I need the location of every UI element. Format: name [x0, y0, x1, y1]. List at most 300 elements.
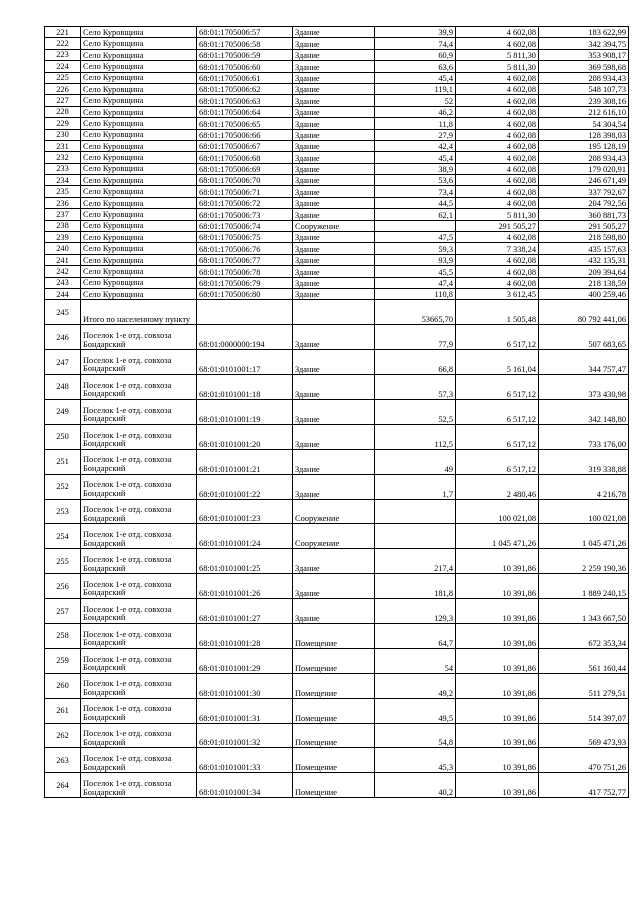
cadastral-number-cell: 68:01:0101001:20 [197, 424, 293, 449]
cadastral-value-cell: 342 148,80 [539, 399, 629, 424]
row-number-cell: 263 [45, 748, 81, 773]
settlement-cell: Итого по населенному пункту [81, 300, 197, 325]
specific-value-cell: 4 602,08 [456, 72, 539, 83]
settlement-cell: Село Куровщина [81, 61, 197, 72]
object-type-cell: Здание [293, 288, 375, 299]
cadastral-value-cell: 507 683,65 [539, 325, 629, 350]
specific-value-cell: 10 391,86 [456, 748, 539, 773]
object-type-cell: Здание [293, 83, 375, 94]
settlement-cell: Село Куровщина [81, 118, 197, 129]
cadastral-number-cell: 68:01:1705006:76 [197, 243, 293, 254]
object-type-cell: Здание [293, 424, 375, 449]
cadastral-number-cell: 68:01:0000000:194 [197, 325, 293, 350]
object-type-cell: Сооружение [293, 524, 375, 549]
cadastral-value-cell: 435 157,63 [539, 243, 629, 254]
object-type-cell: Здание [293, 129, 375, 140]
cadastral-value-cell: 337 792,67 [539, 186, 629, 197]
table-row [45, 399, 629, 424]
area-cell: 47,4 [375, 277, 456, 288]
area-cell: 42,4 [375, 140, 456, 151]
cadastral-number-cell: 68:01:1705006:63 [197, 95, 293, 106]
cadastral-number-cell: 68:01:1705006:66 [197, 129, 293, 140]
settlement-cell: Село Куровщина [81, 232, 197, 243]
object-type-cell: Здание [293, 140, 375, 151]
specific-value-cell: 10 391,86 [456, 549, 539, 574]
cadastral-value-cell: 344 757,47 [539, 350, 629, 375]
cadastral-number-cell: 68:01:0101001:34 [197, 773, 293, 798]
area-cell: 39,9 [375, 27, 456, 38]
table-row [45, 599, 629, 624]
table-row [45, 300, 629, 325]
table-row [45, 49, 629, 60]
area-cell: 45,3 [375, 748, 456, 773]
cadastral-value-cell: 561 160,44 [539, 648, 629, 673]
cadastral-number-cell: 68:01:0101001:32 [197, 723, 293, 748]
settlement-cell: Село Куровщина [81, 288, 197, 299]
cadastral-value-cell: 400 259,46 [539, 288, 629, 299]
cadastral-value-cell: 80 792 441,06 [539, 300, 629, 325]
table-row [45, 186, 629, 197]
cadastral-number-cell: 68:01:1705006:57 [197, 27, 293, 38]
object-type-cell [293, 300, 375, 325]
area-cell: 129,3 [375, 599, 456, 624]
row-number-cell: 264 [45, 773, 81, 798]
cadastral-value-cell: 514 397,07 [539, 698, 629, 723]
settlement-cell: Поселок 1-е отд. совхоза Бондарский [81, 375, 197, 400]
settlement-cell: Поселок 1-е отд. совхоза Бондарский [81, 574, 197, 599]
table-row [45, 375, 629, 400]
settlement-cell: Поселок 1-е отд. совхоза Бондарский [81, 673, 197, 698]
specific-value-cell: 4 602,08 [456, 118, 539, 129]
cadastral-value-cell: 672 353,34 [539, 623, 629, 648]
cadastral-number-cell: 68:01:1705006:69 [197, 163, 293, 174]
cadastral-value-cell: 373 430,98 [539, 375, 629, 400]
object-type-cell: Здание [293, 243, 375, 254]
object-type-cell: Здание [293, 449, 375, 474]
cadastral-number-cell: 68:01:0101001:29 [197, 648, 293, 673]
cadastral-value-cell: 342 394,75 [539, 38, 629, 49]
table-row [45, 61, 629, 72]
settlement-cell: Поселок 1-е отд. совхоза Бондарский [81, 325, 197, 350]
table-row [45, 266, 629, 277]
object-type-cell: Помещение [293, 673, 375, 698]
settlement-cell: Село Куровщина [81, 72, 197, 83]
settlement-cell: Поселок 1-е отд. совхоза Бондарский [81, 499, 197, 524]
cadastral-number-cell: 68:01:1705006:77 [197, 254, 293, 265]
object-type-cell: Здание [293, 574, 375, 599]
specific-value-cell: 10 391,86 [456, 623, 539, 648]
row-number-cell: 246 [45, 325, 81, 350]
cadastral-value-cell: 417 752,77 [539, 773, 629, 798]
object-type-cell: Здание [293, 325, 375, 350]
settlement-cell: Село Куровщина [81, 277, 197, 288]
table-row [45, 209, 629, 220]
cadastral-number-cell: 68:01:0101001:18 [197, 375, 293, 400]
cadastral-number-cell: 68:01:0101001:23 [197, 499, 293, 524]
table-row [45, 424, 629, 449]
settlement-cell: Село Куровщина [81, 95, 197, 106]
object-type-cell: Помещение [293, 698, 375, 723]
table-row [45, 499, 629, 524]
area-cell: 73,4 [375, 186, 456, 197]
settlement-cell: Поселок 1-е отд. совхоза Бондарский [81, 524, 197, 549]
cadastral-number-cell: 68:01:1705006:65 [197, 118, 293, 129]
area-cell: 93,9 [375, 254, 456, 265]
settlement-cell: Село Куровщина [81, 266, 197, 277]
row-number-cell: 252 [45, 474, 81, 499]
table-row [45, 648, 629, 673]
table-row [45, 152, 629, 163]
settlement-cell: Поселок 1-е отд. совхоза Бондарский [81, 449, 197, 474]
settlement-cell: Поселок 1-е отд. совхоза Бондарский [81, 599, 197, 624]
table-row [45, 129, 629, 140]
object-type-cell: Сооружение [293, 220, 375, 231]
specific-value-cell: 4 602,08 [456, 186, 539, 197]
object-type-cell: Помещение [293, 648, 375, 673]
object-type-cell: Здание [293, 549, 375, 574]
cadastral-value-cell: 209 394,64 [539, 266, 629, 277]
row-number-cell: 239 [45, 232, 81, 243]
row-number-cell: 249 [45, 399, 81, 424]
object-type-cell: Здание [293, 350, 375, 375]
row-number-cell: 241 [45, 254, 81, 265]
cadastral-number-cell: 68:01:1705006:67 [197, 140, 293, 151]
object-type-cell: Здание [293, 375, 375, 400]
cadastral-number-cell: 68:01:1705006:60 [197, 61, 293, 72]
cadastral-value-cell: 1 045 471,26 [539, 524, 629, 549]
specific-value-cell: 1 505,48 [456, 300, 539, 325]
cadastral-number-cell: 68:01:1705006:68 [197, 152, 293, 163]
row-number-cell: 236 [45, 197, 81, 208]
area-cell: 59,3 [375, 243, 456, 254]
cadastral-value-cell: 204 792,56 [539, 197, 629, 208]
object-type-cell: Здание [293, 399, 375, 424]
settlement-cell: Поселок 1-е отд. совхоза Бондарский [81, 399, 197, 424]
cadastral-number-cell: 68:01:0101001:27 [197, 599, 293, 624]
table-row [45, 350, 629, 375]
specific-value-cell: 4 602,08 [456, 95, 539, 106]
object-type-cell: Здание [293, 163, 375, 174]
specific-value-cell: 5 811,30 [456, 209, 539, 220]
settlement-cell: Поселок 1-е отд. совхоза Бондарский [81, 698, 197, 723]
specific-value-cell: 4 602,08 [456, 38, 539, 49]
cadastral-number-cell: 68:01:0101001:25 [197, 549, 293, 574]
cadastral-number-cell: 68:01:1705006:61 [197, 72, 293, 83]
settlement-cell: Село Куровщина [81, 254, 197, 265]
table-row [45, 72, 629, 83]
specific-value-cell: 5 161,04 [456, 350, 539, 375]
cadastral-value-cell: 128 398,03 [539, 129, 629, 140]
row-number-cell: 245 [45, 300, 81, 325]
row-number-cell: 240 [45, 243, 81, 254]
area-cell: 62,1 [375, 209, 456, 220]
settlement-cell: Поселок 1-е отд. совхоза Бондарский [81, 623, 197, 648]
object-type-cell: Помещение [293, 748, 375, 773]
object-type-cell: Здание [293, 266, 375, 277]
area-cell: 181,8 [375, 574, 456, 599]
table-row [45, 277, 629, 288]
row-number-cell: 234 [45, 175, 81, 186]
settlement-cell: Село Куровщина [81, 175, 197, 186]
row-number-cell: 253 [45, 499, 81, 524]
settlement-cell: Село Куровщина [81, 197, 197, 208]
cadastral-number-cell: 68:01:1705006:72 [197, 197, 293, 208]
cadastral-number-cell: 68:01:0101001:30 [197, 673, 293, 698]
specific-value-cell: 7 338,24 [456, 243, 539, 254]
cadastral-value-cell: 246 671,49 [539, 175, 629, 186]
row-number-cell: 244 [45, 288, 81, 299]
area-cell: 119,1 [375, 83, 456, 94]
table-row [45, 325, 629, 350]
object-type-cell: Здание [293, 175, 375, 186]
specific-value-cell: 1 045 471,26 [456, 524, 539, 549]
cadastral-number-cell: 68:01:1705006:59 [197, 49, 293, 60]
area-cell: 45,4 [375, 152, 456, 163]
area-cell: 64,7 [375, 623, 456, 648]
specific-value-cell: 10 391,86 [456, 673, 539, 698]
specific-value-cell: 4 602,08 [456, 232, 539, 243]
object-type-cell: Здание [293, 72, 375, 83]
table-row [45, 773, 629, 798]
table-row [45, 232, 629, 243]
cadastral-number-cell: 68:01:1705006:58 [197, 38, 293, 49]
cadastral-value-cell: 291 505,27 [539, 220, 629, 231]
cadastral-value-cell: 1 343 667,50 [539, 599, 629, 624]
cadastral-number-cell: 68:01:1705006:75 [197, 232, 293, 243]
settlement-cell: Село Куровщина [81, 152, 197, 163]
specific-value-cell: 10 391,86 [456, 574, 539, 599]
cadastral-value-cell: 195 128,19 [539, 140, 629, 151]
settlement-cell: Поселок 1-е отд. совхоза Бондарский [81, 648, 197, 673]
area-cell: 57,3 [375, 375, 456, 400]
row-number-cell: 230 [45, 129, 81, 140]
cadastral-value-cell: 2 259 190,36 [539, 549, 629, 574]
row-number-cell: 228 [45, 106, 81, 117]
specific-value-cell: 5 811,30 [456, 49, 539, 60]
specific-value-cell: 6 517,12 [456, 449, 539, 474]
cadastral-value-cell: 218 138,59 [539, 277, 629, 288]
specific-value-cell: 6 517,12 [456, 375, 539, 400]
table-row [45, 524, 629, 549]
table-row [45, 163, 629, 174]
object-type-cell: Здание [293, 277, 375, 288]
area-cell: 49,5 [375, 698, 456, 723]
specific-value-cell: 4 602,08 [456, 277, 539, 288]
area-cell: 53665,70 [375, 300, 456, 325]
table-body [45, 27, 629, 798]
table-row [45, 623, 629, 648]
row-number-cell: 221 [45, 27, 81, 38]
settlement-cell: Село Куровщина [81, 49, 197, 60]
settlement-cell: Село Куровщина [81, 243, 197, 254]
settlement-cell: Село Куровщина [81, 186, 197, 197]
row-number-cell: 256 [45, 574, 81, 599]
area-cell: 60,9 [375, 49, 456, 60]
settlement-cell: Село Куровщина [81, 209, 197, 220]
area-cell: 46,2 [375, 106, 456, 117]
row-number-cell: 237 [45, 209, 81, 220]
area-cell: 63,6 [375, 61, 456, 72]
area-cell: 38,9 [375, 163, 456, 174]
settlement-cell: Поселок 1-е отд. совхоза Бондарский [81, 748, 197, 773]
settlement-cell: Село Куровщина [81, 106, 197, 117]
row-number-cell: 258 [45, 623, 81, 648]
area-cell: 77,9 [375, 325, 456, 350]
area-cell: 49 [375, 449, 456, 474]
row-number-cell: 250 [45, 424, 81, 449]
row-number-cell: 238 [45, 220, 81, 231]
cadastral-number-cell: 68:01:1705006:78 [197, 266, 293, 277]
specific-value-cell: 4 602,08 [456, 152, 539, 163]
object-type-cell: Здание [293, 209, 375, 220]
table-row [45, 243, 629, 254]
cadastral-number-cell: 68:01:1705006:73 [197, 209, 293, 220]
cadastral-value-cell: 208 934,43 [539, 152, 629, 163]
settlement-cell: Село Куровщина [81, 220, 197, 231]
object-type-cell: Здание [293, 38, 375, 49]
specific-value-cell: 3 612,45 [456, 288, 539, 299]
table-row [45, 175, 629, 186]
settlement-cell: Поселок 1-е отд. совхоза Бондарский [81, 424, 197, 449]
cadastral-number-cell: 68:01:1705006:79 [197, 277, 293, 288]
object-type-cell: Здание [293, 152, 375, 163]
specific-value-cell: 291 505,27 [456, 220, 539, 231]
row-number-cell: 229 [45, 118, 81, 129]
table-row [45, 748, 629, 773]
table-row [45, 197, 629, 208]
cadastral-value-cell: 569 473,93 [539, 723, 629, 748]
object-type-cell: Здание [293, 49, 375, 60]
area-cell [375, 499, 456, 524]
specific-value-cell: 4 602,08 [456, 163, 539, 174]
area-cell: 45,5 [375, 266, 456, 277]
specific-value-cell: 10 391,86 [456, 599, 539, 624]
table-row [45, 118, 629, 129]
settlement-cell: Село Куровщина [81, 27, 197, 38]
specific-value-cell: 4 602,08 [456, 27, 539, 38]
table-row [45, 38, 629, 49]
specific-value-cell: 4 602,08 [456, 175, 539, 186]
object-type-cell: Помещение [293, 773, 375, 798]
specific-value-cell: 10 391,86 [456, 773, 539, 798]
object-type-cell: Здание [293, 186, 375, 197]
settlement-cell: Село Куровщина [81, 163, 197, 174]
specific-value-cell: 4 602,08 [456, 197, 539, 208]
object-type-cell: Здание [293, 474, 375, 499]
cadastral-value-cell: 319 338,88 [539, 449, 629, 474]
area-cell [375, 220, 456, 231]
area-cell: 45,4 [375, 72, 456, 83]
cadastral-number-cell: 68:01:1705006:71 [197, 186, 293, 197]
row-number-cell: 260 [45, 673, 81, 698]
cadastral-value-table [44, 26, 629, 798]
table-row [45, 673, 629, 698]
settlement-cell: Поселок 1-е отд. совхоза Бондарский [81, 474, 197, 499]
specific-value-cell: 2 480,46 [456, 474, 539, 499]
area-cell: 110,8 [375, 288, 456, 299]
object-type-cell: Здание [293, 232, 375, 243]
cadastral-value-cell: 369 598,68 [539, 61, 629, 72]
specific-value-cell: 10 391,86 [456, 698, 539, 723]
area-cell: 66,8 [375, 350, 456, 375]
row-number-cell: 254 [45, 524, 81, 549]
row-number-cell: 227 [45, 95, 81, 106]
cadastral-number-cell: 68:01:0101001:28 [197, 623, 293, 648]
cadastral-value-cell: 208 934,43 [539, 72, 629, 83]
specific-value-cell: 6 517,12 [456, 424, 539, 449]
specific-value-cell: 10 391,86 [456, 723, 539, 748]
settlement-cell: Село Куровщина [81, 129, 197, 140]
row-number-cell: 251 [45, 449, 81, 474]
row-number-cell: 225 [45, 72, 81, 83]
table-row [45, 254, 629, 265]
row-number-cell: 255 [45, 549, 81, 574]
table-row [45, 27, 629, 38]
object-type-cell: Сооружение [293, 499, 375, 524]
table-row [45, 95, 629, 106]
row-number-cell: 232 [45, 152, 81, 163]
row-number-cell: 224 [45, 61, 81, 72]
object-type-cell: Здание [293, 599, 375, 624]
cadastral-value-cell: 432 135,31 [539, 254, 629, 265]
row-number-cell: 242 [45, 266, 81, 277]
cadastral-value-cell: 353 908,17 [539, 49, 629, 60]
object-type-cell: Здание [293, 27, 375, 38]
cadastral-value-cell: 470 751,26 [539, 748, 629, 773]
row-number-cell: 262 [45, 723, 81, 748]
cadastral-number-cell: 68:01:0101001:17 [197, 350, 293, 375]
row-number-cell: 247 [45, 350, 81, 375]
row-number-cell: 231 [45, 140, 81, 151]
settlement-cell: Село Куровщина [81, 83, 197, 94]
specific-value-cell: 4 602,08 [456, 129, 539, 140]
table-row [45, 220, 629, 231]
row-number-cell: 259 [45, 648, 81, 673]
table-row [45, 723, 629, 748]
area-cell: 112,5 [375, 424, 456, 449]
cadastral-number-cell: 68:01:0101001:22 [197, 474, 293, 499]
settlement-cell: Поселок 1-е отд. совхоза Бондарский [81, 350, 197, 375]
area-cell: 11,8 [375, 118, 456, 129]
object-type-cell: Здание [293, 197, 375, 208]
table-row [45, 549, 629, 574]
cadastral-value-cell: 239 308,16 [539, 95, 629, 106]
area-cell: 74,4 [375, 38, 456, 49]
specific-value-cell: 6 517,12 [456, 399, 539, 424]
table-row [45, 474, 629, 499]
specific-value-cell: 4 602,08 [456, 83, 539, 94]
cadastral-value-cell: 100 021,08 [539, 499, 629, 524]
area-cell: 1,7 [375, 474, 456, 499]
area-cell: 53,6 [375, 175, 456, 186]
area-cell: 27,9 [375, 129, 456, 140]
table-row [45, 83, 629, 94]
cadastral-value-cell: 360 881,73 [539, 209, 629, 220]
specific-value-cell: 6 517,12 [456, 325, 539, 350]
cadastral-value-cell: 1 889 240,15 [539, 574, 629, 599]
area-cell: 52 [375, 95, 456, 106]
object-type-cell: Здание [293, 106, 375, 117]
cadastral-value-cell: 212 616,10 [539, 106, 629, 117]
area-cell: 217,4 [375, 549, 456, 574]
cadastral-number-cell: 68:01:0101001:19 [197, 399, 293, 424]
area-cell: 49,2 [375, 673, 456, 698]
cadastral-number-cell: 68:01:0101001:24 [197, 524, 293, 549]
cadastral-value-cell: 218 598,80 [539, 232, 629, 243]
cadastral-value-cell: 54 304,54 [539, 118, 629, 129]
object-type-cell: Здание [293, 118, 375, 129]
area-cell: 44,5 [375, 197, 456, 208]
